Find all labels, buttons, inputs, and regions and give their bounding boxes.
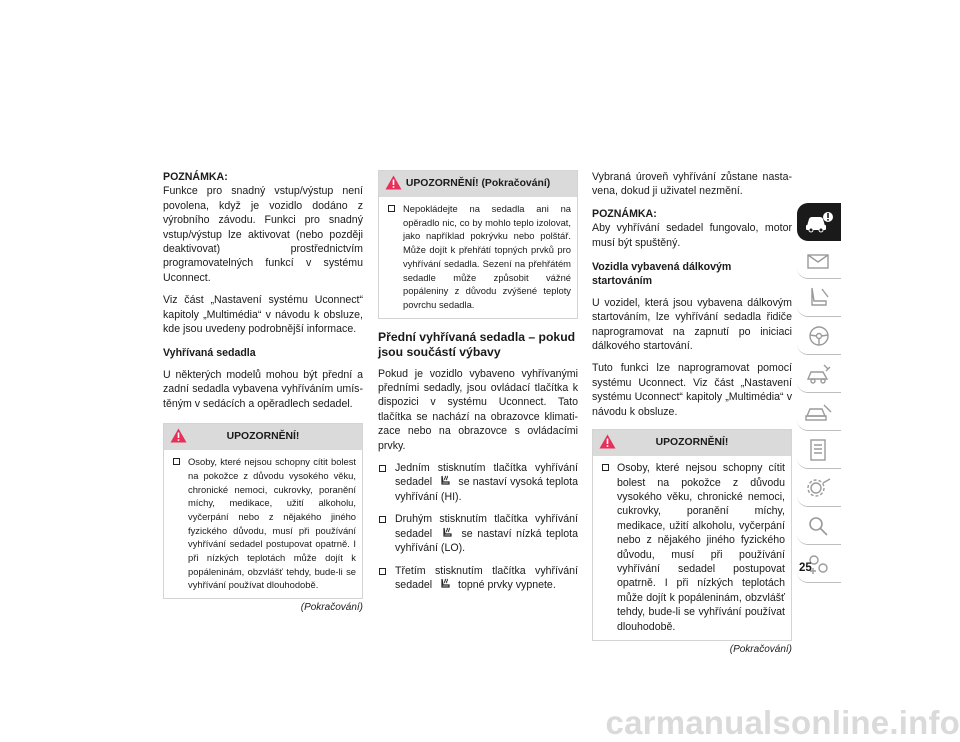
magnifier-icon: [804, 513, 834, 539]
steering-wheel-icon: [804, 323, 834, 349]
warning-item: [385, 202, 571, 312]
watermark: carmanualsonline.info: [605, 704, 960, 741]
continued-label: (Pokračování): [729, 643, 792, 655]
warning-title: UPOZORNĚNÍ!: [655, 437, 729, 449]
mail-icon: [804, 247, 834, 273]
section-heading: Přední vyhřívaná sedadla – pokud jsou součástí výbavy: [378, 329, 576, 359]
warning-triangle-icon: [170, 428, 187, 443]
section-heading: Vozidla vybavená dálkovým startováním: [592, 261, 732, 288]
paragraph: Pokud je vozidlo vybaveno vyhřívanými předními sedadly, jsou ovládací tlačítka k dispozici v systému Uconnect. Tato tlačítka se nachází na obrazovce klimatizace nebo na obrazovce s ovládacími prvky.: [378, 367, 578, 452]
warning-item: [170, 455, 356, 592]
paragraph: U vozidel, která jsou vybavena dálkovým startováním, lze vyhřívání sedadla řidiče naprogramovat na zapnutí po iniciaci dálkového startování.: [592, 296, 792, 353]
tab-multimedia[interactable]: [797, 469, 841, 507]
bullet-box-icon: [388, 205, 395, 212]
car-crash-icon: [804, 361, 834, 387]
warning-box: [592, 429, 792, 641]
warning-item-text: Nepokládejte na sedadla ani na opěradlo nic, co by mohlo teplo izolovat, jako například pokrývku nebo polštář. Může dojít k přehřátí topných prvků pro vyhřívání sedadla. Sezení na přehřátém sedadle může způsobit vážné popáleniny z důvodu zvýšené teploty povrchu sedadla.: [403, 203, 571, 310]
bullet-box-icon: [173, 458, 180, 465]
paragraph: Tuto funkci lze naprogramovat pomocí systému Uconnect. Viz část „Nastavení systému Uconnect“ kapitoly „Multimédia“ v návodu k obsluze.: [592, 362, 792, 418]
car-wrench-icon: [804, 399, 834, 425]
warning-item-text: Osoby, které nejsou schopny cítit bolest na pokožce z důvodu vysokého věku, chronické nemoci, cukrovky, poranění míchy, medikace, užití alkoholu, vyčerpání nebo z nějakého jiného fyzického důvodu, musí při používání vyhřívání sedadel postupovat opatrně. I při nízkých teplotách může dojít k popáleninám, obzvlášť tehdy, bude-li se vyhřívání používat dlouhodobě.: [617, 462, 785, 633]
warning-header: [379, 171, 577, 197]
page-number: 25: [799, 562, 812, 574]
car-info-icon: [804, 209, 834, 235]
warning-header: [593, 430, 791, 456]
tab-messages[interactable]: [797, 241, 841, 279]
tab-seats[interactable]: [797, 279, 841, 317]
section-heading: Vyhřívaná sedadla: [163, 347, 256, 360]
warning-header: [164, 424, 362, 450]
list-icon: [804, 437, 834, 463]
tab-specifications[interactable]: [797, 431, 841, 469]
column-1: [163, 170, 363, 616]
bullet-box-icon: [379, 568, 386, 575]
tab-index[interactable]: [797, 507, 841, 545]
list-item: Druhým stisknutím tlačítka vyhřívání sedadel se nastaví nízká teplota vyhřívání (LO).: [378, 512, 578, 555]
continued-label: (Pokračování): [300, 602, 363, 614]
warning-box: [378, 170, 578, 319]
column-3: [592, 170, 792, 657]
tab-car-info[interactable]: [797, 203, 841, 241]
heated-seat-icon: [441, 527, 453, 539]
note-text: Funkce pro snadný vstup/výstup není povolena, když je vozidlo dodáno z výrobního závodu. Funkci pro snadný vstup/výstup lze aktivovat (nebo později deaktivovat) prostřednictvím programovatelných funkcí v systému Uconnect.: [163, 185, 363, 284]
gear-wrench-icon: [804, 475, 834, 501]
note-text: Aby vyhřívání sedadel fungovalo, motor musí být spuštěný.: [592, 222, 792, 249]
warning-title: UPOZORNĚNÍ!: [226, 431, 300, 443]
heated-seat-icon: [439, 475, 451, 487]
paragraph: Vybraná úroveň vyhřívání zůstane nastavena, dokud ji uživatel nezmění.: [592, 171, 792, 198]
warning-title: UPOZORNĚNÍ! (Pokračování): [405, 178, 551, 189]
note-label: POZNÁMKA:: [163, 171, 228, 183]
note-label: POZNÁMKA:: [592, 207, 657, 220]
warning-item: [599, 461, 785, 634]
tab-service[interactable]: [797, 393, 841, 431]
warning-item-text: Osoby, které nejsou schopny cítit bolest na pokožce z důvodu vysokého věku, chronické nemoci, cukrovky, poranění míchy, medikace, užití alkoholu, vyčerpání nebo z nějakého jiného fyzického důvodu, musí při používání vyhřívání sedadel postupovat opatrně. I při nízkých teplotách může dojít k popáleninám, obzvlášť tehdy, bude-li se vyhřívání používat dlouhodobě.: [188, 456, 356, 591]
paragraph: Viz část „Nastavení systému Uconnect“ kapitoly „Multimédia“ v návodu k obsluze, kde jsou uvedeny podrobnější informace.: [163, 294, 363, 336]
list-item: Jedním stisknutím tlačítka vyhřívání sedadel se nastaví vysoká teplota vyhřívání (HI).: [378, 461, 578, 504]
bullet-box-icon: [602, 464, 609, 471]
tab-driving[interactable]: [797, 317, 841, 355]
warning-box: [163, 423, 363, 599]
column-2: [378, 170, 578, 600]
bullet-box-icon: [379, 465, 386, 472]
tab-emergency[interactable]: [797, 355, 841, 393]
warning-triangle-icon: [599, 434, 616, 449]
bullet-box-icon: [379, 516, 386, 523]
heated-seat-icon: [439, 578, 451, 590]
list-item: Třetím stisknutím tlačítka vyhřívání sedadel topné prvky vypnete.: [378, 564, 578, 593]
paragraph: U některých modelů mohou být přední a zadní sedadla vybavena vyhříváním umístěným v sedácích a opěradlech sedadel.: [163, 368, 363, 410]
warning-triangle-icon: [385, 175, 402, 190]
seat-icon: [804, 285, 834, 311]
